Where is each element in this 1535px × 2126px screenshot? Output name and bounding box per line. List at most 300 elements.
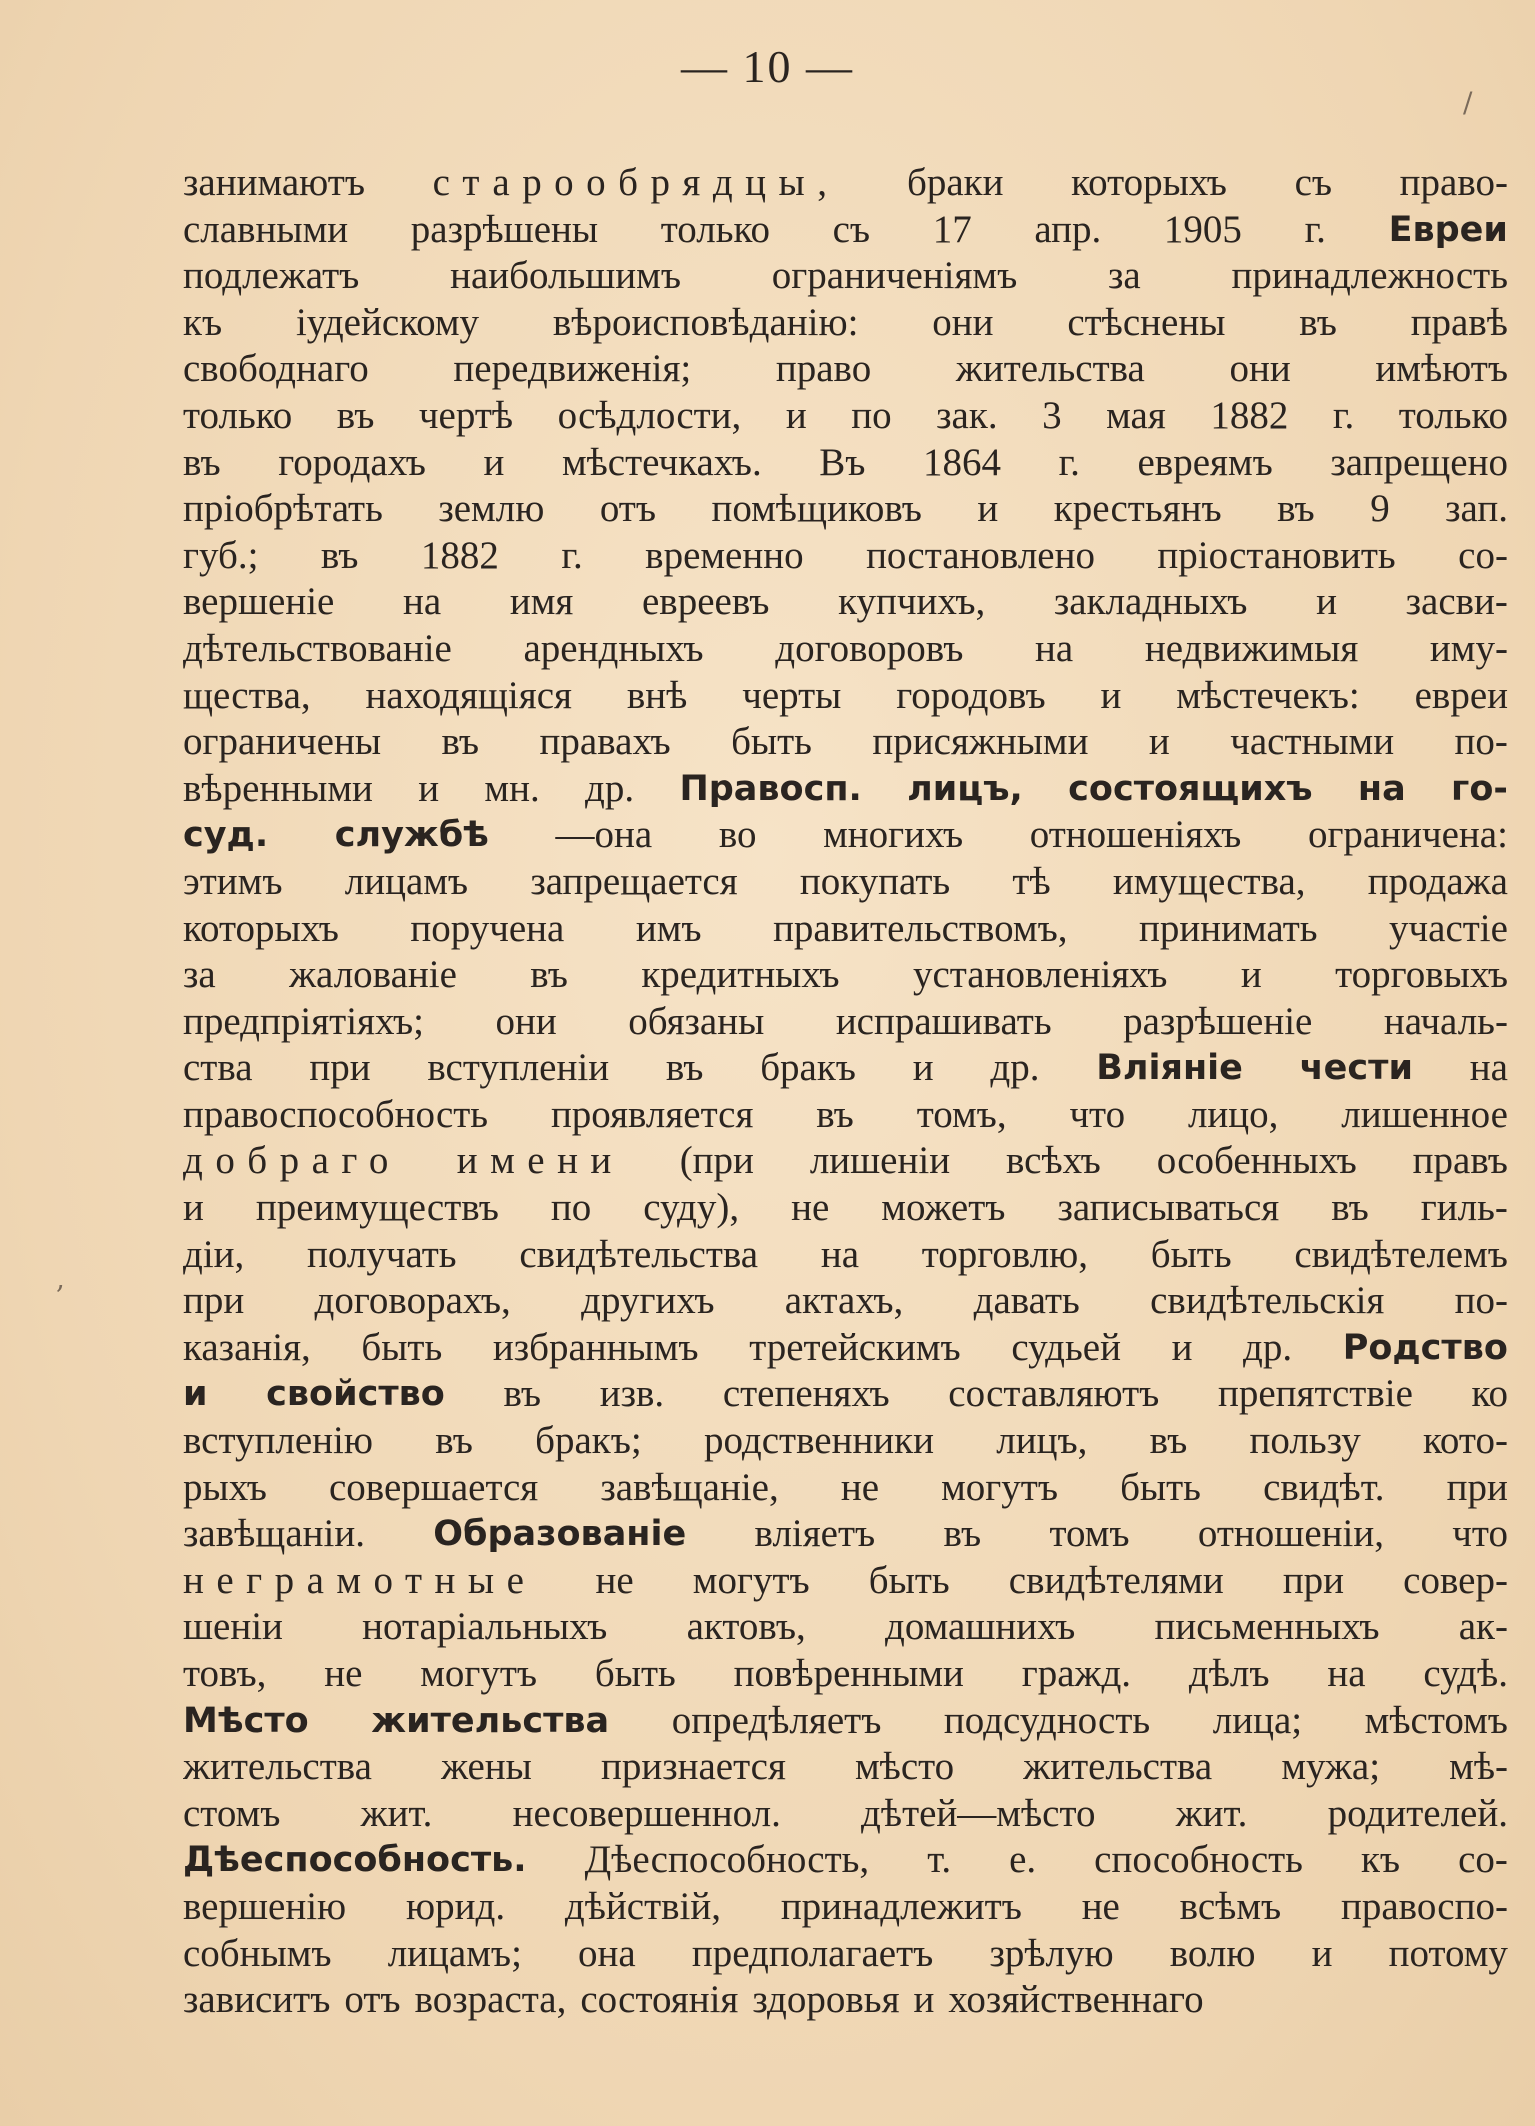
word: не: [840, 1465, 880, 1509]
word: бракъ: [760, 1046, 856, 1090]
word: жит.: [1175, 1791, 1248, 1835]
word: могутъ: [941, 1465, 1058, 1509]
word: на: [1035, 626, 1074, 670]
spaced-term: имени: [456, 1139, 624, 1183]
word: зап.: [1445, 487, 1508, 531]
word: лишеніи: [809, 1139, 951, 1183]
word: и: [1311, 1931, 1333, 1975]
text-line: [183, 1651, 1508, 1698]
word: др.: [585, 766, 635, 810]
word: Въ: [819, 440, 866, 484]
text-line: [183, 673, 1508, 720]
word: 3: [1042, 393, 1062, 437]
word: въ: [943, 1512, 982, 1556]
word: въ: [336, 393, 375, 437]
bold-term: Правосп.: [679, 768, 862, 809]
word: подлежатъ: [183, 254, 360, 298]
word: въ: [1331, 1186, 1369, 1230]
word: имъ: [635, 906, 702, 950]
text-line: [183, 440, 1508, 487]
word: препятствіе: [1217, 1372, 1413, 1416]
word: 1882: [1210, 393, 1289, 437]
spaced-term: неграмотные: [183, 1558, 537, 1602]
word: іудейскому: [295, 300, 480, 344]
word: право: [775, 347, 872, 391]
text-line: [183, 766, 1508, 813]
bold-term: го-: [1451, 768, 1508, 809]
text-line: [183, 393, 1508, 440]
page-number: — 10 —: [681, 41, 854, 92]
word: въ: [816, 1092, 854, 1136]
word: въ: [320, 533, 359, 577]
bold-term: чести: [1299, 1048, 1413, 1089]
word: могутъ: [692, 1558, 810, 1602]
word: осѣдлости,: [557, 393, 742, 437]
text-line: [183, 207, 1508, 254]
bold-term: Мѣсто: [183, 1700, 309, 1741]
word: установленіяхъ: [912, 953, 1168, 997]
word: мая: [1106, 393, 1166, 437]
word: признается: [600, 1745, 786, 1789]
word: кредитныхъ: [641, 953, 840, 997]
word: быть: [731, 720, 812, 764]
word: и: [913, 1978, 935, 2022]
word: которыхъ: [1071, 161, 1227, 204]
word: потому: [1388, 1931, 1508, 1975]
text-line: [183, 1045, 1508, 1092]
word: пріобрѣтать: [183, 487, 383, 531]
word: юрид.: [405, 1884, 506, 1928]
text-line: [183, 579, 1508, 626]
word: опредѣляетъ: [671, 1698, 882, 1742]
word: правѣ: [1410, 300, 1508, 344]
word: на: [403, 580, 442, 624]
word: здоровья: [752, 1978, 900, 2022]
word: временно: [645, 533, 804, 577]
word: въ: [1299, 300, 1337, 344]
word: помѣщиковъ: [711, 487, 922, 531]
word: засви-: [1405, 580, 1508, 624]
word: вѣроисповѣданію:: [552, 300, 859, 344]
word: они: [1229, 347, 1291, 391]
word: быть: [1150, 1232, 1232, 1276]
word: возраста,: [414, 1978, 567, 2022]
word: городахъ: [278, 440, 426, 484]
word: въ: [530, 953, 568, 997]
word: повѣренными: [733, 1652, 964, 1695]
word: и: [1240, 953, 1262, 997]
word: обязаны: [628, 999, 765, 1043]
word: по: [851, 393, 892, 437]
word: зрѣлую: [989, 1931, 1114, 1975]
word: договоровъ: [775, 626, 964, 670]
word: свидѣтельства: [519, 1232, 759, 1276]
word: покупать: [799, 859, 951, 903]
word: въ: [1149, 1419, 1188, 1463]
word: договорахъ,: [314, 1279, 511, 1323]
word: вступленіи: [427, 1046, 610, 1090]
word: нотаріальныхъ: [362, 1605, 608, 1649]
word: вершенію: [183, 1884, 347, 1928]
word: при: [1446, 1465, 1508, 1509]
word: занимаютъ: [183, 161, 366, 204]
word: г.: [1304, 207, 1326, 251]
word: не: [791, 1186, 830, 1230]
word: 1905: [1163, 207, 1242, 251]
word: не: [595, 1558, 634, 1602]
word: крестьянъ: [1053, 487, 1222, 531]
text-line: [183, 486, 1508, 533]
word: быть: [594, 1652, 676, 1695]
word: частными: [1230, 720, 1395, 764]
word: предполагаетъ: [691, 1931, 934, 1975]
word: въ: [183, 440, 221, 484]
word: томъ,: [916, 1092, 1007, 1136]
word: г.: [1332, 393, 1355, 437]
word: купчихъ,: [838, 580, 986, 624]
text-line: [183, 859, 1508, 906]
word: 9: [1370, 487, 1390, 531]
word: способность: [1094, 1838, 1303, 1882]
word: 17: [932, 207, 972, 251]
word: они: [932, 300, 994, 344]
word: и: [1171, 1325, 1193, 1369]
word: ства: [183, 1046, 253, 1090]
word: они: [495, 999, 557, 1043]
bold-term: и: [183, 1374, 208, 1415]
word: имущества,: [1112, 859, 1306, 903]
word: бракъ;: [535, 1419, 642, 1463]
word: совершается: [328, 1465, 539, 1509]
word: другихъ: [581, 1279, 715, 1323]
word: могутъ: [420, 1652, 538, 1695]
word: право-: [1399, 161, 1508, 204]
word: завѣщаніи.: [183, 1512, 365, 1556]
word: этимъ: [183, 859, 283, 903]
body-text: [183, 160, 1508, 2024]
text-line: [183, 1977, 1508, 2024]
word: пользу: [1249, 1419, 1361, 1463]
text-line: [183, 300, 1508, 347]
word: лицъ,: [996, 1419, 1088, 1463]
word: мужа;: [1281, 1745, 1381, 1789]
word: (при: [679, 1139, 754, 1183]
word: многихъ: [823, 813, 964, 857]
word: къ: [1360, 1838, 1401, 1882]
text-line: [183, 952, 1508, 999]
word: правительствомъ,: [773, 906, 1068, 950]
word: несовершеннол.: [512, 1791, 781, 1835]
word: рыхъ: [183, 1465, 267, 1509]
word: щества,: [183, 673, 311, 717]
word: и: [912, 1046, 934, 1090]
word: можетъ: [881, 1186, 1006, 1230]
word: только: [183, 393, 293, 437]
word: мѣ-: [1449, 1745, 1508, 1789]
margin-mark: /: [1463, 86, 1473, 119]
word: кото-: [1422, 1419, 1508, 1463]
word: ограниченіямъ: [771, 254, 1018, 298]
word: и: [483, 440, 505, 484]
word: недвижимыя: [1144, 626, 1359, 670]
word: ограничены: [183, 720, 382, 764]
word: евреямъ: [1137, 440, 1273, 484]
word: степеняхъ: [722, 1372, 890, 1416]
text-line: [183, 1092, 1508, 1139]
word: принимать: [1139, 906, 1318, 950]
bold-term: состоящихъ: [1068, 768, 1313, 809]
word: шеніи: [183, 1605, 283, 1649]
text-line: [183, 1511, 1508, 1558]
word: свидѣт.: [1263, 1465, 1385, 1509]
word: Дѣеспособность,: [584, 1838, 870, 1882]
text-line: [183, 1604, 1508, 1651]
bold-term: суд.: [183, 815, 269, 856]
word: свидѣтелями: [1008, 1558, 1224, 1602]
word: письменныхъ: [1154, 1605, 1380, 1649]
word: во: [718, 813, 757, 857]
word: всѣмъ: [1179, 1884, 1282, 1928]
word: чертѣ: [418, 393, 514, 437]
word: въ: [441, 720, 480, 764]
bold-term: Образованіе: [433, 1514, 687, 1555]
bold-term: на: [1357, 768, 1406, 809]
word: записываться: [1057, 1186, 1280, 1230]
word: при: [309, 1046, 371, 1090]
word: проявляется: [550, 1092, 754, 1136]
word: хозяйственнаго: [948, 1978, 1204, 2022]
word: правоспособность: [183, 1092, 489, 1136]
word: лица;: [1212, 1698, 1303, 1742]
word: со-: [1458, 1838, 1508, 1882]
word: быть: [1120, 1465, 1201, 1509]
word: только: [1398, 393, 1508, 437]
word: отношеніяхъ: [1029, 813, 1242, 857]
word: томъ: [1049, 1512, 1130, 1556]
word: діи,: [183, 1232, 245, 1276]
word: разрѣшены: [410, 207, 599, 251]
word: ко: [1471, 1372, 1508, 1416]
word: участіе: [1389, 906, 1508, 950]
word: разрѣшеніе: [1123, 999, 1313, 1043]
word: на: [820, 1232, 860, 1276]
word: т.: [927, 1838, 952, 1882]
word: дѣйствій,: [564, 1884, 722, 1928]
word: составляютъ: [948, 1372, 1160, 1416]
word: землю: [438, 487, 545, 531]
text-line: [183, 1744, 1508, 1791]
word: за: [1108, 254, 1141, 298]
word: е.: [1009, 1838, 1037, 1882]
word: передвиженія;: [453, 347, 692, 391]
word: въ: [1277, 487, 1315, 531]
word: др.: [1243, 1325, 1293, 1369]
word: принадлежитъ: [780, 1884, 1022, 1928]
word: закладныхъ: [1053, 580, 1248, 624]
word: евреи: [1414, 673, 1508, 717]
text-line: [183, 812, 1508, 859]
word: началь-: [1383, 999, 1508, 1043]
word: пріостановить: [1157, 533, 1396, 577]
spaced-term: добраго: [183, 1139, 401, 1183]
word: на: [1327, 1652, 1366, 1695]
text-line: [183, 1931, 1508, 1978]
bold-term: Родство: [1342, 1327, 1508, 1368]
word: вершеніе: [183, 580, 335, 624]
word: свидѣтелемъ: [1294, 1232, 1508, 1276]
bold-term: лицъ,: [907, 768, 1023, 809]
margin-mark: ,: [56, 1262, 65, 1295]
text-line: [183, 1837, 1508, 1884]
word: мѣстечекъ:: [1176, 673, 1360, 717]
word: апр.: [1034, 207, 1102, 251]
word: казанія,: [183, 1325, 311, 1369]
text-line: [183, 1418, 1508, 1465]
word: совер-: [1403, 1558, 1508, 1602]
word: правоспо-: [1341, 1884, 1508, 1928]
word: правъ: [1412, 1139, 1508, 1183]
word: жены: [441, 1745, 532, 1789]
word: ограничена:: [1307, 813, 1508, 857]
word: и: [1316, 580, 1337, 624]
word: вступленію: [183, 1419, 374, 1463]
word: принадлежность: [1231, 254, 1508, 298]
word: свидѣтельскія: [1150, 1279, 1385, 1323]
word: судѣ.: [1423, 1652, 1508, 1695]
word: евреевъ: [641, 580, 770, 624]
word: мѣстомъ: [1364, 1698, 1508, 1742]
word: торговлю,: [921, 1232, 1089, 1276]
word: всѣхъ: [1005, 1139, 1101, 1183]
text-line: [183, 346, 1508, 393]
bold-term: свойство: [266, 1374, 445, 1415]
text-line: [183, 999, 1508, 1046]
word: актахъ,: [784, 1279, 904, 1323]
text-line: [183, 1558, 1508, 1605]
word: мн.: [484, 766, 540, 810]
word: мѣстечкахъ.: [561, 440, 762, 484]
word: при: [183, 1279, 245, 1323]
word: къ: [183, 300, 223, 344]
word: съ: [832, 207, 871, 251]
text-line: [183, 1698, 1508, 1745]
word: подсудность: [943, 1698, 1151, 1742]
word: испрашивать: [835, 999, 1052, 1043]
word: др.: [990, 1046, 1040, 1090]
word: присяжными: [872, 720, 1089, 764]
bold-term: службѣ: [334, 815, 489, 856]
word: что: [1069, 1092, 1126, 1136]
text-line: [183, 626, 1508, 673]
word: только: [660, 207, 770, 251]
word: зависитъ: [183, 1978, 331, 2022]
bold-term: жительства: [371, 1700, 610, 1741]
word: лишенное: [1341, 1092, 1508, 1136]
word: губ.;: [183, 533, 259, 577]
text-line: [183, 906, 1508, 953]
text-line: [183, 1465, 1508, 1512]
word: не: [324, 1652, 363, 1695]
word: гиль-: [1420, 1186, 1508, 1230]
word: въ: [435, 1419, 473, 1463]
text-line: [183, 1791, 1508, 1838]
bold-term: Вліяніе: [1096, 1048, 1243, 1089]
word: запрещено: [1330, 440, 1508, 484]
bold-term: Евреи: [1388, 209, 1508, 250]
word: торговыхъ: [1335, 953, 1508, 997]
text-line: [183, 1232, 1508, 1279]
word: стѣснены: [1067, 300, 1226, 344]
spaced-term: старообрядцы,: [432, 161, 840, 204]
word: которыхъ: [183, 906, 339, 950]
word: жалованіе: [289, 953, 457, 997]
word: жит.: [360, 1791, 433, 1835]
word: запрещается: [530, 859, 738, 903]
word: родителей.: [1327, 1791, 1508, 1835]
word: не: [1081, 1884, 1120, 1928]
word: правахъ: [539, 720, 671, 764]
word: предпріятіяхъ;: [183, 999, 424, 1043]
word: преимуществъ: [255, 1186, 499, 1230]
text-line: [183, 1278, 1508, 1325]
text-line: [183, 160, 1508, 207]
word: городовъ: [896, 673, 1046, 717]
word: быть: [361, 1325, 443, 1369]
bold-term: Дѣеспособность.: [183, 1840, 527, 1881]
word: и: [183, 1186, 204, 1230]
word: и: [418, 766, 440, 810]
text-line: [183, 719, 1508, 766]
word: дѣтей—мѣсто: [861, 1791, 1096, 1835]
word: въ: [503, 1372, 542, 1416]
word: вліяетъ: [754, 1512, 876, 1556]
word: свободнаго: [183, 347, 369, 391]
word: жительства: [183, 1745, 372, 1789]
word: гражд.: [1021, 1652, 1132, 1695]
word: черты: [742, 673, 842, 717]
word: дѣтельствованіе: [183, 626, 452, 670]
word: со-: [1458, 533, 1508, 577]
text-line: [183, 253, 1508, 300]
word: актовъ,: [686, 1605, 806, 1649]
word: зак.: [936, 393, 998, 437]
word: имя: [509, 580, 574, 624]
word: 1864: [923, 440, 1002, 484]
word: и: [1100, 673, 1122, 717]
word: и: [1148, 720, 1170, 764]
word: мѣсто: [854, 1745, 955, 1789]
word: —она: [555, 813, 653, 857]
word: товъ,: [183, 1652, 267, 1695]
word: отъ: [599, 487, 657, 531]
word: суду),: [643, 1186, 740, 1230]
word: жительства: [1023, 1745, 1213, 1789]
word: поручена: [410, 906, 565, 950]
word: состоянія: [580, 1978, 739, 2022]
word: стомъ: [183, 1791, 281, 1835]
word: родственники: [704, 1419, 935, 1463]
text-line: [183, 1325, 1508, 1372]
word: постановлено: [866, 533, 1095, 577]
text-line: [183, 1138, 1508, 1185]
word: 1882: [420, 533, 499, 577]
word: жительства: [955, 347, 1145, 391]
word: наибольшимъ: [450, 254, 681, 298]
text-line: [183, 1884, 1508, 1931]
word: получать: [307, 1232, 457, 1276]
word: домашнихъ: [885, 1605, 1076, 1649]
text-line: [183, 533, 1508, 580]
